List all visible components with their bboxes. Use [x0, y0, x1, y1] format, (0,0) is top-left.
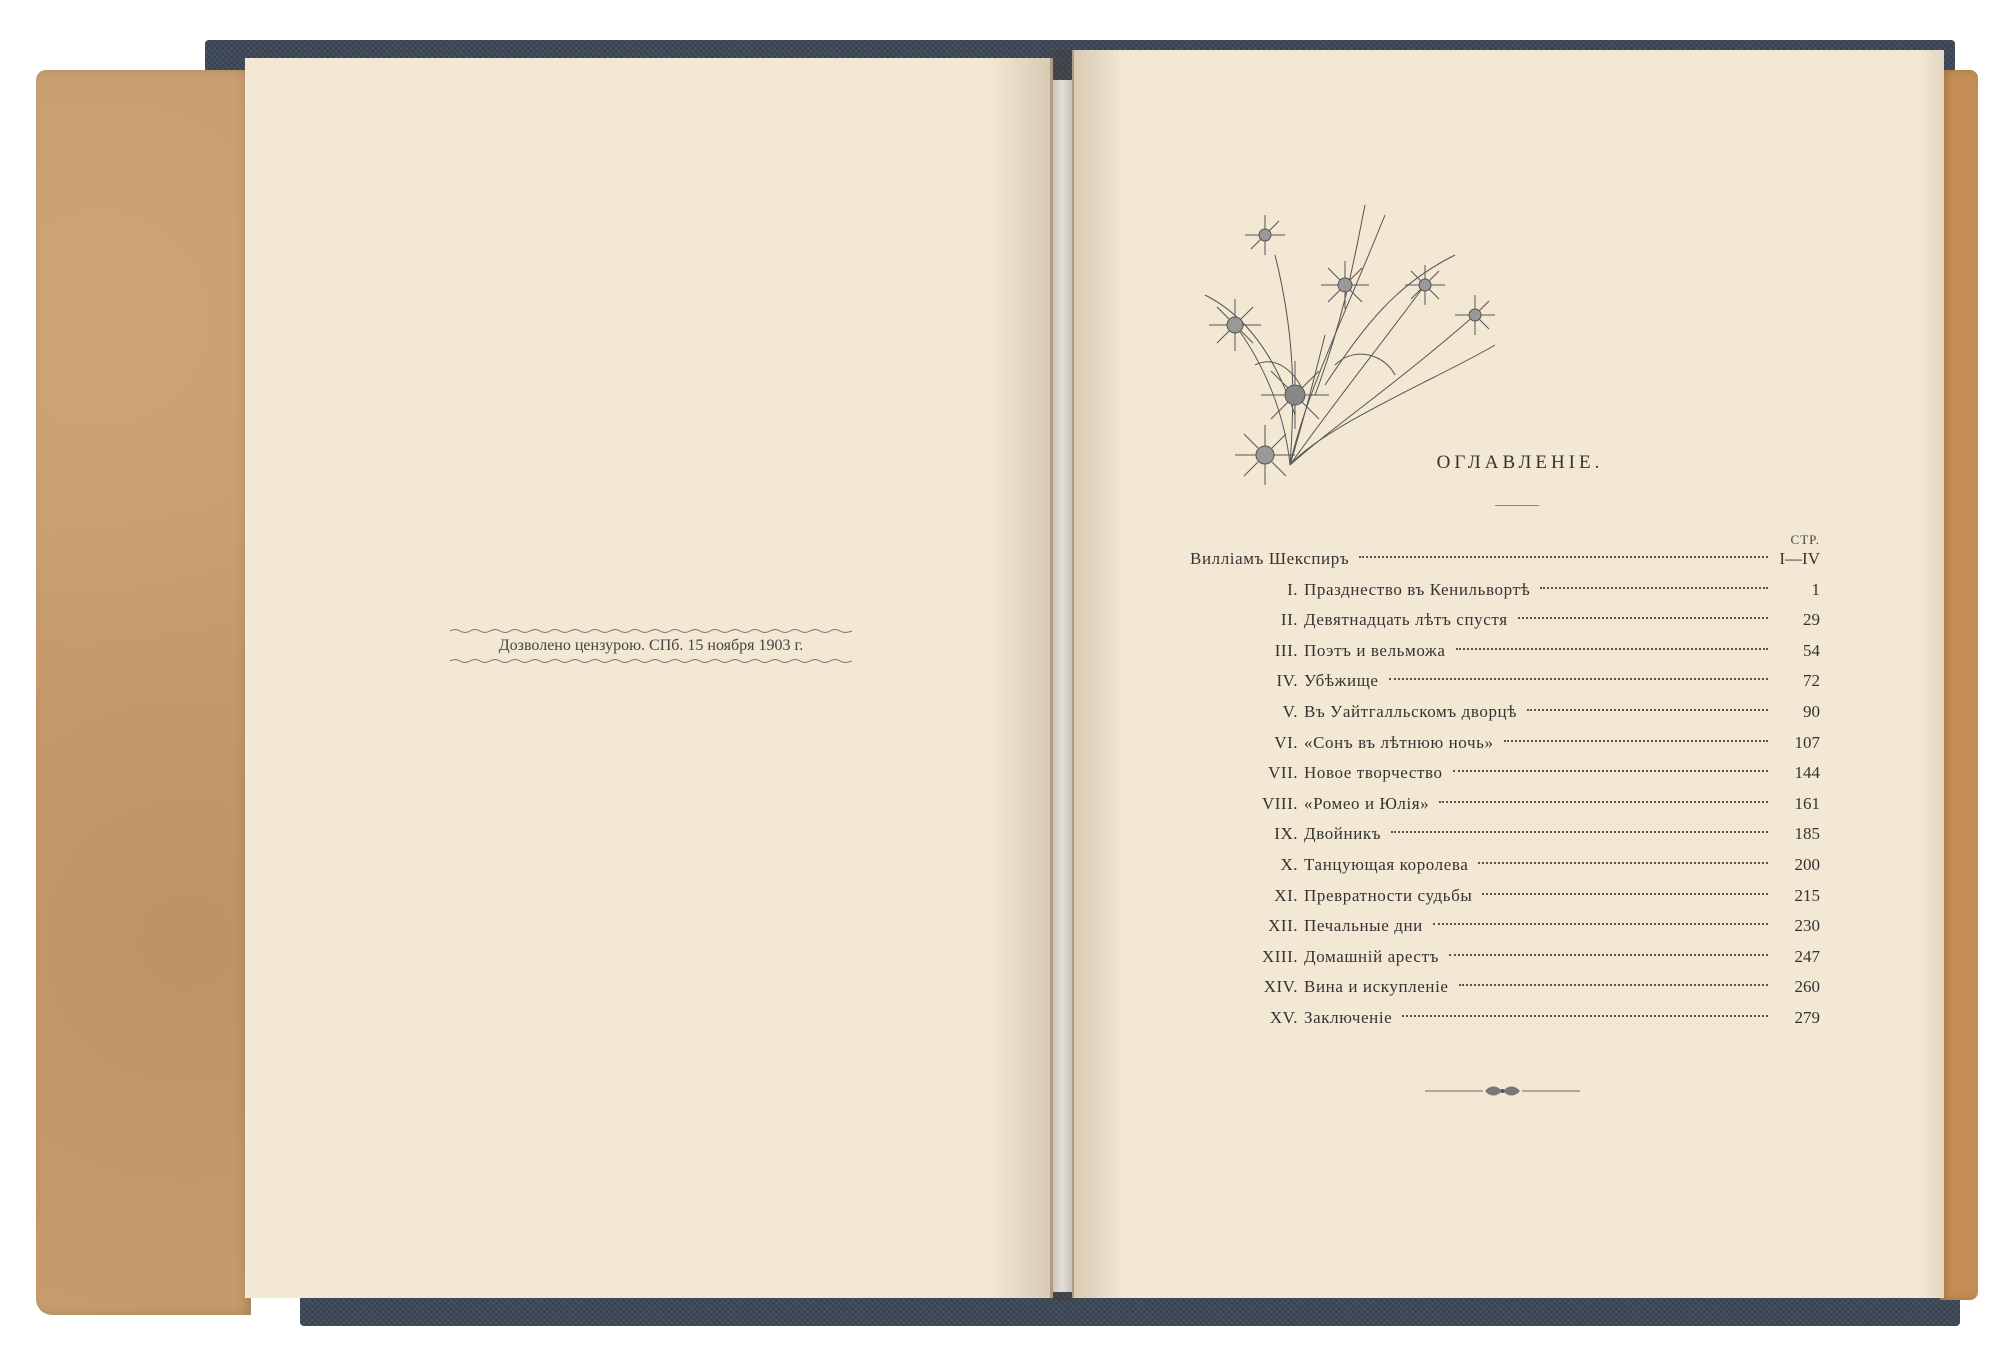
chapter-title: Домашній арестъ	[1304, 946, 1439, 966]
left-page	[245, 58, 1053, 1298]
toc-entry	[1190, 605, 1820, 635]
dot-leader	[1482, 893, 1768, 895]
dot-leader	[1527, 709, 1768, 711]
dot-leader	[1540, 587, 1768, 589]
page-number: 107	[1794, 732, 1820, 752]
book-gutter	[1050, 50, 1074, 1300]
page-number: 1	[1811, 579, 1820, 599]
wavy-rule-top-icon	[450, 628, 852, 634]
page-number: 215	[1794, 885, 1820, 905]
toc-entry	[1190, 544, 1820, 574]
wavy-rule-bottom-icon	[450, 658, 852, 664]
dot-leader	[1391, 831, 1768, 833]
toc-entry	[1190, 697, 1820, 727]
toc-entry	[1190, 789, 1820, 819]
chapter-title: Поэтъ и вельможа	[1304, 640, 1446, 660]
page-number: I—IV	[1779, 549, 1820, 568]
chapter-title: Въ Уайтгалльскомъ дворцѣ	[1304, 702, 1518, 721]
chapter-title: Заключеніе	[1304, 1008, 1393, 1027]
page-number: 29	[1803, 610, 1820, 630]
page-number: 230	[1794, 916, 1820, 936]
page-number: 54	[1803, 640, 1820, 660]
chapter-title: Двойникъ	[1304, 824, 1382, 844]
page-number: 185	[1794, 824, 1820, 844]
dot-leader	[1504, 740, 1768, 742]
dot-leader	[1453, 770, 1768, 772]
title-rule	[1495, 505, 1539, 506]
dot-leader	[1359, 556, 1768, 558]
chapter-title: Убѣжище	[1304, 671, 1379, 691]
toc-entry	[1190, 881, 1820, 911]
toc-entry	[1190, 850, 1820, 880]
page-number: 144	[1794, 763, 1820, 783]
leaf-ornament-icon	[1425, 1083, 1580, 1099]
dot-leader	[1518, 617, 1768, 619]
chapter-title: Празднество въ Кенильвортѣ	[1304, 579, 1531, 599]
chapter-number: XIII.	[1261, 946, 1298, 966]
chapter-title: «Сонъ въ лѣтнюю ночь»	[1304, 732, 1494, 752]
chapter-number: XV.	[1269, 1008, 1298, 1027]
toc-entry	[1190, 819, 1820, 849]
chapter-number: XII.	[1268, 916, 1298, 936]
page-number: 72	[1803, 671, 1820, 691]
daisy-bouquet-icon	[1195, 195, 1515, 485]
page-number: 161	[1794, 793, 1820, 813]
chapter-title: Девятнадцать лѣтъ спустя	[1304, 610, 1508, 630]
toc-entry	[1190, 942, 1820, 972]
censorship-text: Дозволено цензурою. СПб. 15 ноября 1903 г.	[498, 637, 804, 654]
chapter-number: IX.	[1274, 824, 1298, 844]
chapter-title: Превратности судьбы	[1304, 885, 1473, 905]
toc-entry	[1190, 1003, 1820, 1033]
dot-leader	[1433, 923, 1768, 925]
chapter-title: «Ромео и Юлія»	[1304, 793, 1430, 813]
page-number: 260	[1794, 977, 1820, 997]
chapter-number: V.	[1282, 702, 1298, 721]
chapter-number: XIV.	[1263, 977, 1298, 997]
dot-leader	[1402, 1015, 1768, 1017]
page-number: 279	[1794, 1008, 1820, 1027]
page-column-header: СТР.	[1790, 532, 1820, 547]
chapter-number: I.	[1287, 579, 1298, 599]
chapter-number: VIII.	[1261, 793, 1298, 813]
paper-wrapper-right	[1940, 70, 1978, 1300]
dot-leader	[1389, 678, 1768, 680]
paper-wrapper-left	[36, 70, 251, 1315]
page-number: 247	[1794, 946, 1820, 966]
dot-leader	[1459, 984, 1768, 986]
chapter-number: IV.	[1276, 671, 1298, 691]
chapter-title: Вилліамъ Шекспиръ	[1190, 549, 1350, 568]
chapter-title: Танцующая королева	[1304, 855, 1469, 874]
page-number: 90	[1803, 702, 1820, 721]
chapter-number: XI.	[1274, 885, 1298, 905]
chapter-number: VI.	[1274, 732, 1298, 752]
toc-entry	[1190, 972, 1820, 1002]
chapter-title: Печальные дни	[1304, 916, 1423, 936]
toc-entry	[1190, 758, 1820, 788]
censorship-note	[450, 628, 852, 664]
dot-leader	[1439, 801, 1768, 803]
chapter-title: Вина и искупленіе	[1304, 977, 1449, 997]
toc-entry	[1190, 575, 1820, 605]
page-number: 200	[1794, 855, 1820, 874]
toc-title: ОГЛАВЛЕНІЕ.	[1436, 452, 1604, 473]
toc-entry	[1190, 911, 1820, 941]
dot-leader	[1449, 954, 1768, 956]
toc-entry	[1190, 636, 1820, 666]
dot-leader	[1456, 648, 1768, 650]
chapter-number: X.	[1280, 855, 1298, 874]
chapter-number: III.	[1274, 640, 1298, 660]
chapter-number: VII.	[1268, 763, 1298, 783]
chapter-title: Новое творчество	[1304, 763, 1443, 783]
toc-entry	[1190, 666, 1820, 696]
toc-entry	[1190, 728, 1820, 758]
dot-leader	[1478, 862, 1768, 864]
chapter-number: II.	[1280, 610, 1298, 630]
